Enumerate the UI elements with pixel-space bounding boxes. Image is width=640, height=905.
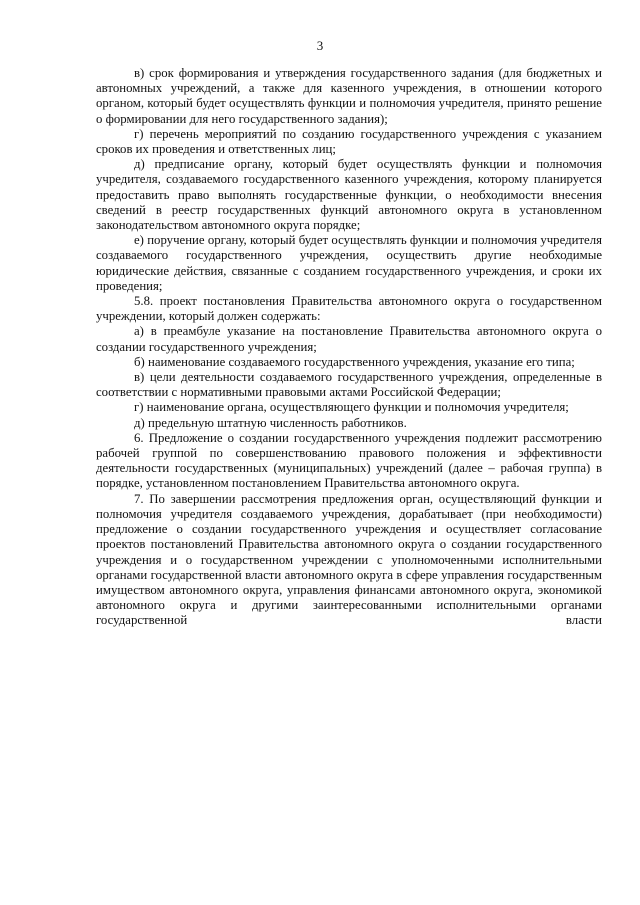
paragraph-5-7-g: г) перечень мероприятий по созданию государственного учреждения с указанием сроков их проведения и ответственных лиц; — [96, 126, 602, 157]
document-body — [96, 66, 602, 629]
paragraph-7: 7. По завершении рассмотрения предложения орган, осуществляющий функции и полномочия учредителя создаваемого учреждения, дорабатывает (при необходимости) предложение о создании государственного учреждения и осуществляет согласование проектов постановлений Правительства автономного округа о создании государственного учреждения и о государственном учреждении с уполномоченными исполнительными органами государственной власти автономного округа в сфере управления государственным имуществом автономного округа, управления финансами автономного округа, экономикой автономного округа и другими заинтересованными исполнительными органами государственной власти — [96, 491, 602, 628]
paragraph-5-7-v: в) срок формирования и утверждения государственного задания (для бюджетных и автономных учреждений, а также для казенного учреждения, в отношении которого органом, который будет осуществлять функции и полномочия учредителя, принято решение о формировании для него государственного задания); — [96, 66, 602, 126]
page-number: 3 — [316, 38, 324, 53]
paragraph-5-8-a: а) в преамбуле указание на постановление Правительства автономного округа о создании государственного учреждения; — [96, 324, 602, 354]
paragraph-6: 6. Предложение о создании государственного учреждения подлежит рассмотрению рабочей группой по совершенствованию правового положения и эффективности деятельности государственных (муниципальных) учреждений (далее – рабочая группа) в порядке, установленном постановлением Правительства автономного округа. — [96, 430, 602, 491]
paragraph-5-8-b: б) наименование создаваемого государственного учреждения, указание его типа; — [134, 354, 575, 369]
paragraph-5-7-e: е) поручение органу, который будет осуществлять функции и полномочия учредителя создаваемого государственного учреждения, осуществить другие необходимые юридические действия, связанные с созданием государственного учреждения, и сроки их проведения; — [96, 233, 602, 293]
paragraph-5-8-v: в) цели деятельности создаваемого государственного учреждения, определенные в соответствии с нормативными правовыми актами Российской Федерации; — [96, 370, 602, 400]
paragraph-5-8-d: д) предельную штатную численность работников. — [134, 415, 407, 430]
paragraph-5-8: 5.8. проект постановления Правительства автономного округа о государственном учреждении, который должен содержать: — [96, 294, 602, 324]
paragraph-5-7-d: д) предписание органу, который будет осуществлять функции и полномочия учредителя, создаваемого государственного казенного учреждения, которому планируется предоставить право выполнять государственные функции, о необходимости внесения сведений в реестр государственных функций автономного округа в установленном законодательством автономного округа порядке; — [96, 157, 602, 233]
paragraph-5-8-g: г) наименование органа, осуществляющего функции и полномочия учредителя; — [134, 400, 569, 415]
